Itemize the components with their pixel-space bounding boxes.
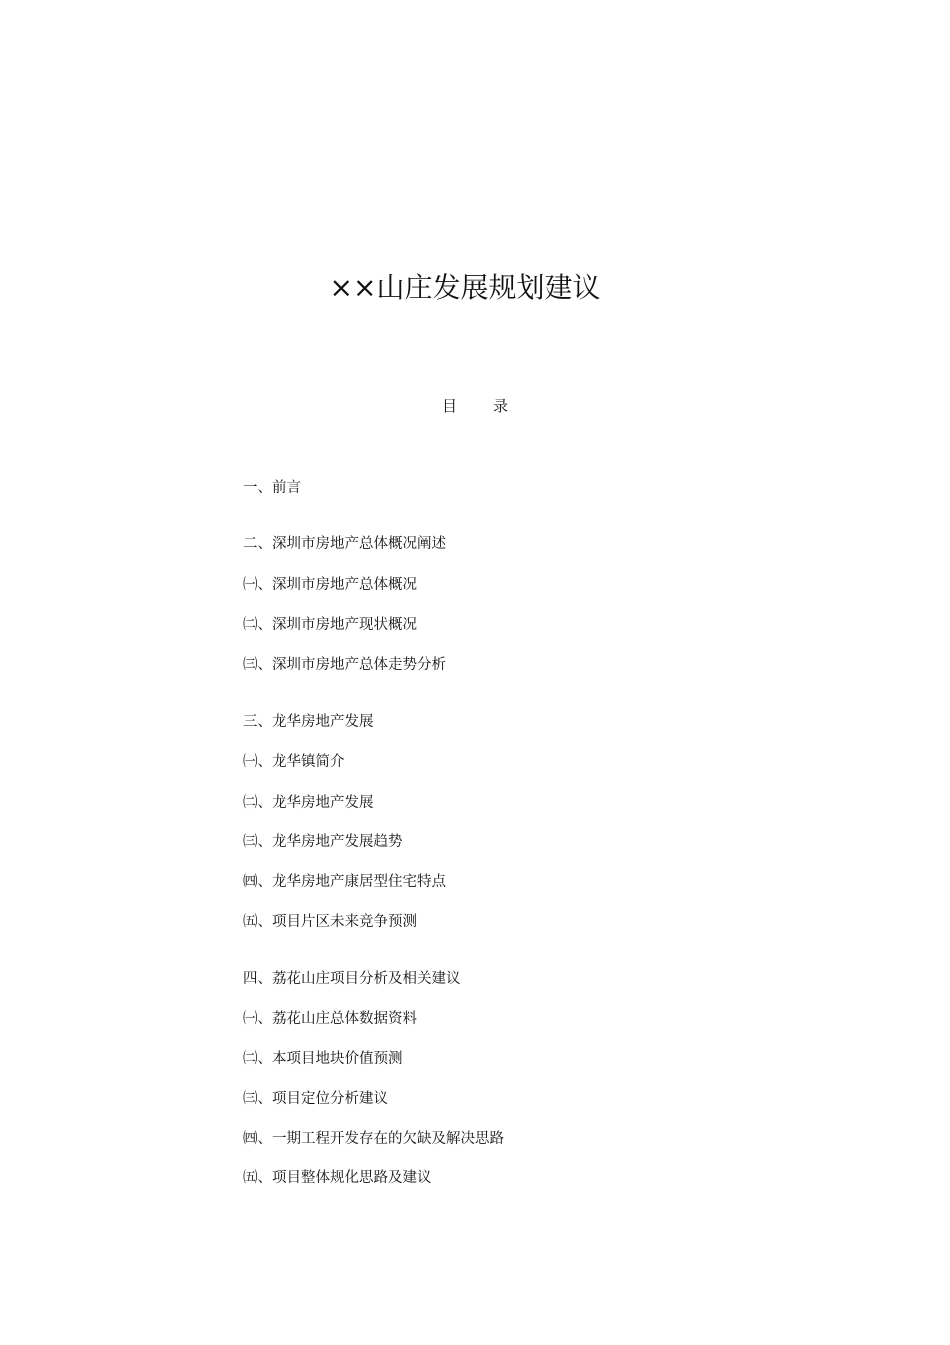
toc-heading — [0, 395, 950, 417]
toc-item[interactable]: ㈠、深圳市房地产总体概况 — [243, 577, 417, 593]
toc-heading-part1: 目 — [441, 397, 457, 415]
document-title: ××山庄发展规划建议 — [329, 271, 601, 304]
toc-item[interactable]: ㈢、深圳市房地产总体走势分析 — [243, 657, 446, 673]
toc-item[interactable]: ㈠、龙华镇简介 — [243, 754, 345, 770]
toc-item[interactable]: 一、前言 — [243, 480, 301, 496]
toc-item[interactable]: 四、荔花山庄项目分析及相关建议 — [243, 971, 461, 987]
toc-item[interactable]: ㈡、龙华房地产发展 — [243, 795, 374, 811]
toc-item[interactable]: ㈣、一期工程开发存在的欠缺及解决思路 — [243, 1131, 504, 1147]
toc-item[interactable]: ㈠、荔花山庄总体数据资料 — [243, 1011, 417, 1027]
toc-item[interactable]: ㈣、龙华房地产康居型住宅特点 — [243, 874, 446, 890]
toc-item[interactable]: ㈤、项目片区未来竞争预测 — [243, 914, 417, 930]
toc-item[interactable]: 三、龙华房地产发展 — [243, 714, 374, 730]
toc-item[interactable]: ㈢、龙华房地产发展趋势 — [243, 834, 403, 850]
toc-item[interactable]: ㈢、项目定位分析建议 — [243, 1091, 388, 1107]
toc-item[interactable]: ㈡、本项目地块价值预测 — [243, 1051, 403, 1067]
toc-item[interactable]: ㈡、深圳市房地产现状概况 — [243, 617, 417, 633]
toc-item[interactable]: ㈤、项目整体规化思路及建议 — [243, 1170, 432, 1186]
toc-heading-part2: 录 — [493, 397, 509, 415]
toc-item[interactable]: 二、深圳市房地产总体概况阐述 — [243, 536, 446, 552]
